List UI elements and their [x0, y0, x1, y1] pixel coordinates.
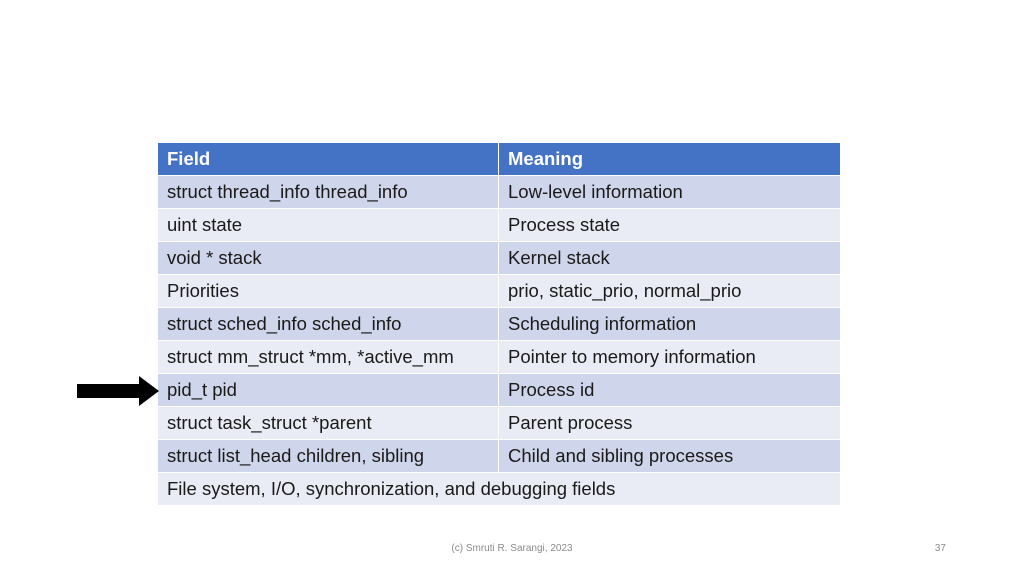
table-row [158, 209, 841, 242]
page-number: 37 [934, 543, 946, 554]
meaning-cell: Pointer to memory information [499, 341, 841, 374]
table-row [158, 242, 841, 275]
field-cell: struct mm_struct *mm, *active_mm [158, 341, 499, 374]
field-cell: void * stack [158, 242, 499, 275]
meaning-cell: Scheduling information [499, 308, 841, 341]
meaning-cell: Low-level information [499, 176, 841, 209]
other-fields-cell: File system, I/O, synchronization, and debugging fields [158, 473, 841, 506]
field-cell: uint state [158, 209, 499, 242]
table-row [158, 176, 841, 209]
right-arrow-icon [77, 376, 159, 406]
meaning-cell: Process id [499, 374, 841, 407]
header-field: Field [158, 143, 499, 176]
table-row [158, 275, 841, 308]
field-cell: Priorities [158, 275, 499, 308]
table-row [158, 308, 841, 341]
meaning-cell: Child and sibling processes [499, 440, 841, 473]
field-cell: pid_t pid [158, 374, 499, 407]
table-row [158, 341, 841, 374]
field-cell: struct thread_info thread_info [158, 176, 499, 209]
header-meaning: Meaning [499, 143, 841, 176]
meaning-cell: Parent process [499, 407, 841, 440]
meaning-cell: prio, static_prio, normal_prio [499, 275, 841, 308]
meaning-cell: Kernel stack [499, 242, 841, 275]
table-footer-row [158, 473, 841, 506]
table-row [158, 407, 841, 440]
field-cell: struct list_head children, sibling [158, 440, 499, 473]
table-row [158, 440, 841, 473]
field-cell: struct sched_info sched_info [158, 308, 499, 341]
task-struct-fields-table [157, 142, 841, 506]
footer-credit: (c) Smruti R. Sarangi, 2023 [451, 543, 573, 554]
meaning-cell: Process state [499, 209, 841, 242]
table-row-highlighted [158, 374, 841, 407]
table-header-row [158, 143, 841, 176]
field-cell: struct task_struct *parent [158, 407, 499, 440]
